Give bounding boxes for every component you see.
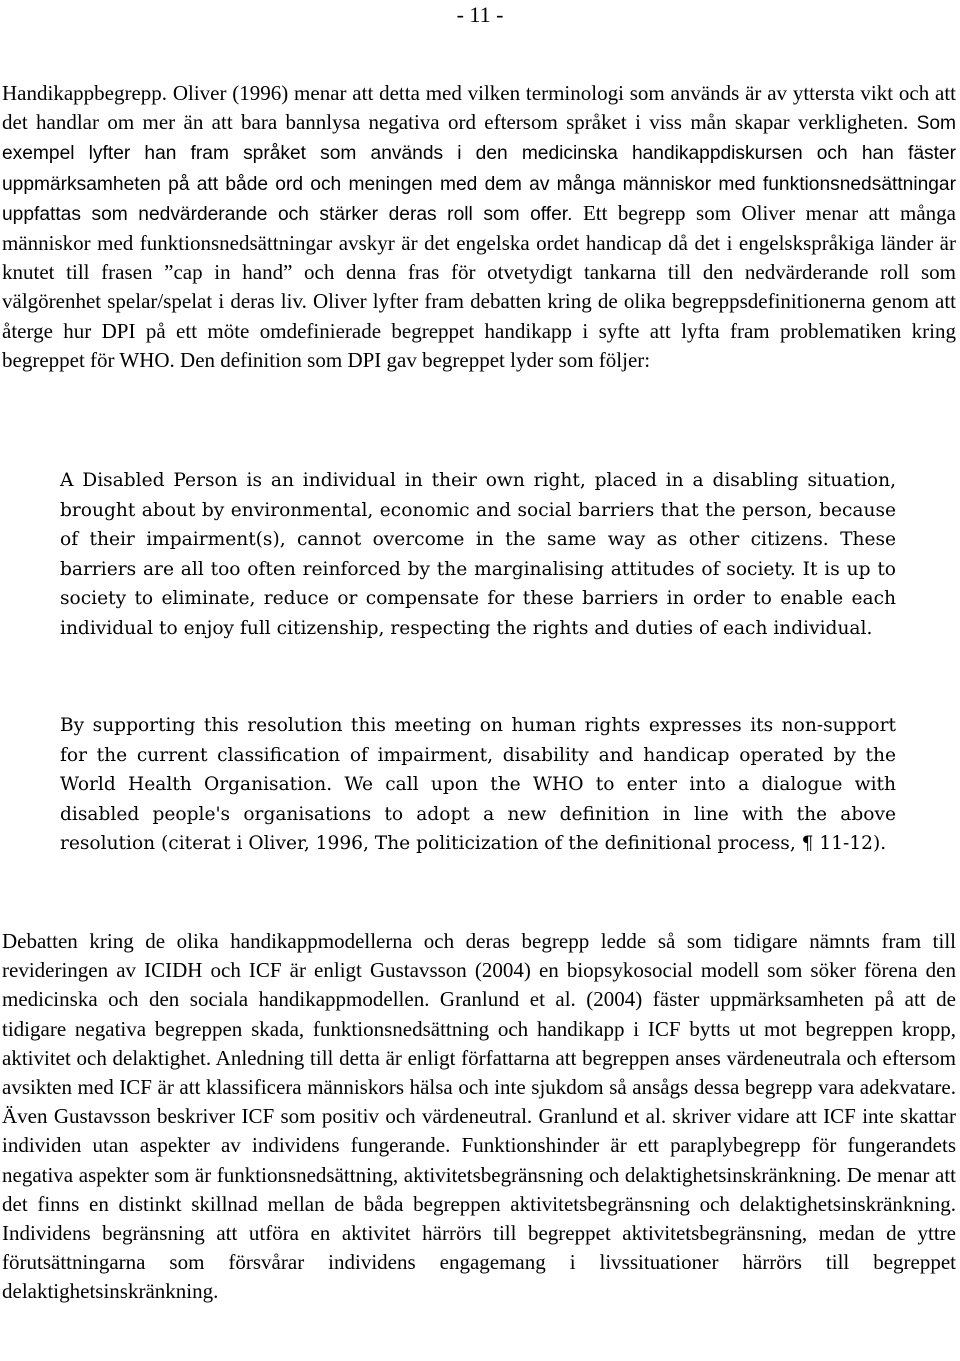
paragraph-1-serif-text-continued: Ett begrepp som Oliver menar att många människor med funktionsnedsättningar avskyr är det engelska ordet handicap då det i engelskspråkiga länder är knutet till frasen ”cap in hand” och denna fras för otvetydigt tankarna till den nedvärderande roll som välgörenhet spelar/spelat i deras liv. Oliver lyfter fram debatten kring de olika begreppsdefinitionerna genom att återge hur DPI på ett möte omdefinierade begreppet handikapp i syfte att lyfta fram problematiken kring begreppet för WHO. Den definition som DPI gav begreppet lyder som följer: (2, 200, 957, 372)
body-paragraph-1 (2, 79, 956, 375)
body-paragraph-2: Debatten kring de olika handikappmodellerna och deras begrepp ledde så som tidigare nämnts fram till revideringen av ICIDH och ICF är enligt Gustavsson (2004) en biopsykosocial modell som söker förena den medicinska och den sociala handikappmodellen. Granlund et al. (2004) fäster uppmärksamheten på att de tidigare negativa begreppen skada, funktionsnedsättning och handikapp i ICF bytts ut mot begreppen kropp, aktivitet och delaktighet. Anledning till detta är enligt författarna att begreppen anses värdeneutrala och eftersom avsikten med ICF är att klassificera människors hälsa och inte sjukdom så ansågs dessa begrepp vara adekvatare. Även Gustavsson beskriver ICF som positiv och värdeneutral. Granlund et al. skriver vidare att ICF inte skattar individen utan aspekter av individens fungerande. Funktionshinder är ett paraplybegrepp för fungerandets negativa aspekter som är funktionsnedsättning, aktivitetsbegränsning och delaktighetsinskränkning. De menar att det finns en distinkt skillnad mellan de båda begreppen aktivitetsbegränsning och delaktighetsinskränkning. Individens begränsning att utföra en aktivitet härrörs till begreppet aktivitetsbegränsning, medan de yttre förutsättningarna som försvårar individens engagemang i livssituationer härrörs till begreppet delaktighetsinskränkning. (2, 929, 956, 1304)
paragraph-1-sans-text: Som exempel lyfter han fram språket som används i den medicinska handikappdiskursen och han fäster uppmärksamheten på att både ord och meningen med dem av många människor med funktionsnedsättningar uppfattas som nedvärderande och stärker deras roll som offer. (2, 113, 957, 225)
paragraph-1-serif-text: Handikappbegrepp. Oliver (1996) menar att detta med vilken terminologi som används är av yttersta vikt och att det handlar om mer än att bara bannlysa negativa ord eftersom språket i viss mån skapar verkligheten. (2, 81, 956, 135)
page-number: - 11 - (456, 2, 504, 27)
block-quote-resolution: By supporting this resolution this meeting on human rights expresses its non-support for the current classification of impairment, disability and handicap operated by the World Health Organisation. We call upon the WHO to enter into a dialogue with disabled people's organisations to adopt a new definition in line with the above resolution (citerat i Oliver, 1996, The politicization of the definitional process, ¶ 11-12). (60, 715, 896, 855)
block-quote-definition: A Disabled Person is an individual in their own right, placed in a disabling situation, brought about by environmental, economic and social barriers that the person, because of their impairment(s), cannot overcome in the same way as other citizens. These barriers are all too often reinforced by the marginalising attitudes of society. It is up to society to eliminate, reduce or compensate for these barriers in order to enable each individual to enjoy full citizenship, respecting the rights and duties of each individual. (60, 470, 896, 639)
